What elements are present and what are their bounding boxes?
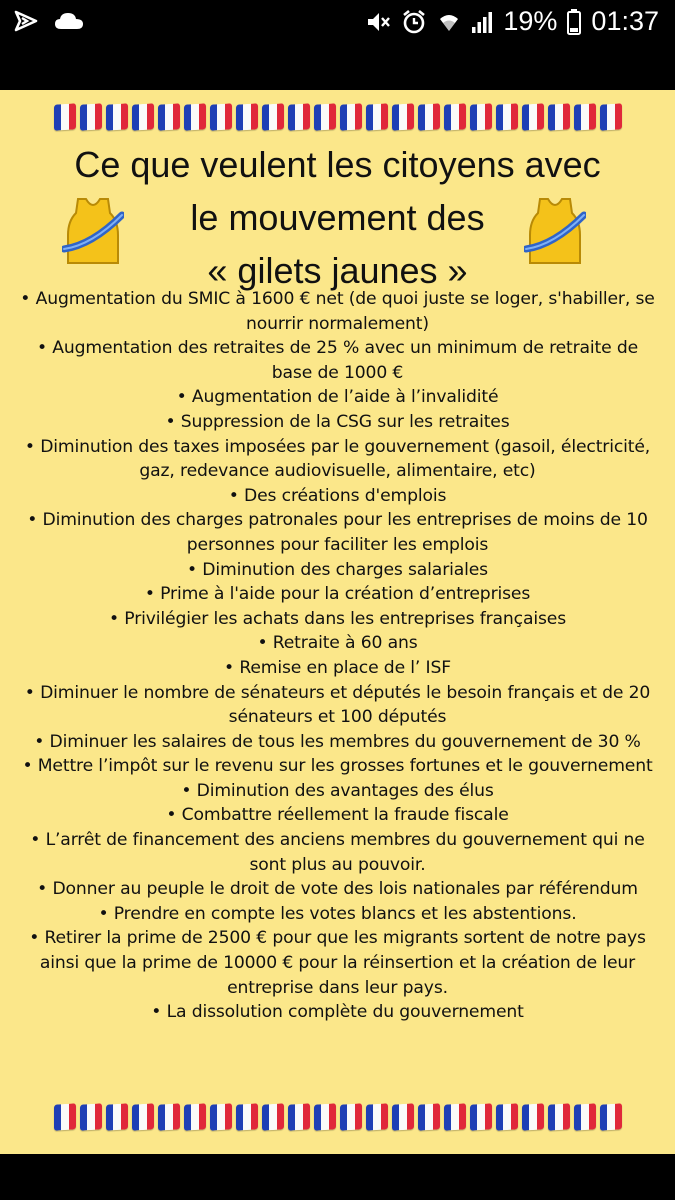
french-flag-icon [522, 1103, 544, 1131]
status-left-icons [14, 10, 84, 32]
french-flag-icon [236, 1103, 258, 1131]
demand-item: • Diminution des avantages des élus [181, 780, 494, 801]
french-flag-icon [600, 1103, 622, 1131]
french-flag-icon [262, 103, 284, 131]
french-flag-icon [548, 103, 570, 131]
french-flag-icon [288, 103, 310, 131]
french-flag-icon [340, 1103, 362, 1131]
french-flag-icon [314, 103, 336, 131]
french-flag-icon [106, 1103, 128, 1131]
french-flag-icon [340, 103, 362, 131]
demand-item: • Donner au peuple le droit de vote des lois nationales par référendum [37, 879, 638, 900]
cloud-icon [54, 11, 84, 31]
running-shirt-icon [524, 195, 586, 267]
clock-time: 01:37 [591, 6, 659, 36]
flag-row-bottom [0, 1104, 675, 1130]
french-flag-icon [158, 103, 180, 131]
mute-icon [365, 10, 391, 34]
french-flag-icon [236, 103, 258, 131]
demand-item: • Privilégier les achats dans les entreprises françaises [109, 608, 566, 629]
demand-item: • Diminuer le nombre de sénateurs et députés le besoin français et de 20 sénateurs et 100 députés [24, 682, 651, 728]
status-right-icons [365, 6, 659, 37]
direct-message-icon [14, 10, 38, 32]
french-flag-icon [470, 103, 492, 131]
french-flag-icon [522, 103, 544, 131]
french-flag-icon [288, 1103, 310, 1131]
french-flag-icon [54, 103, 76, 131]
navigation-bar [0, 1154, 675, 1200]
demand-item: • Prime à l'aide pour la création d’entreprises [144, 584, 531, 605]
french-flag-icon [106, 103, 128, 131]
signal-icon [471, 10, 493, 34]
demand-item: • La dissolution complète du gouvernement [151, 1002, 524, 1023]
french-flag-icon [600, 103, 622, 131]
french-flag-icon [262, 1103, 284, 1131]
french-flag-icon [80, 103, 102, 131]
status-bar [0, 0, 675, 46]
demand-item: • Combattre réellement la fraude fiscale [166, 805, 509, 826]
french-flag-icon [392, 1103, 414, 1131]
french-flag-icon [444, 103, 466, 131]
french-flag-icon [184, 1103, 206, 1131]
demand-item: • Retraite à 60 ans [257, 633, 418, 654]
demand-item: • Diminution des charges patronales pour les entreprises de moins de 10 personnes pour faciliter les emplois [27, 510, 648, 555]
title-line: Ce que veulent les citoyens avec [74, 144, 601, 185]
french-flag-icon [158, 1103, 180, 1131]
french-flag-icon [392, 103, 414, 131]
french-flag-icon [366, 1103, 388, 1131]
french-flag-icon [574, 103, 596, 131]
demand-item: • Retirer la prime de 2500 € pour que les migrants sortent de notre pays ainsi que la prime de 10000 € pour la réinsertion et la création de leur entreprise dans leur pays. [29, 928, 646, 998]
french-flag-icon [80, 1103, 102, 1131]
demand-item: • Diminution des charges salariales [187, 559, 488, 580]
wifi-icon [437, 10, 461, 34]
demand-item: • Augmentation du SMIC à 1600 € net (de quoi juste se loger, s'habiller, se nourrir normalement) [20, 289, 655, 334]
running-shirt-icon [62, 195, 124, 267]
battery-percent: 19% [503, 6, 558, 36]
french-flag-icon [210, 103, 232, 131]
demands-list [18, 287, 657, 1025]
flag-row-top [0, 104, 675, 130]
demand-item: • Diminuer les salaires de tous les membres du gouvernement de 30 % [34, 731, 641, 752]
french-flag-icon [418, 103, 440, 131]
french-flag-icon [210, 1103, 232, 1131]
demand-item: • Mettre l’impôt sur le revenu sur les grosses fortunes et le gouvernement [22, 756, 653, 777]
french-flag-icon [418, 1103, 440, 1131]
title-line: « gilets jaunes » [207, 250, 468, 291]
demand-item: • L’arrêt de financement des anciens membres du gouvernement qui ne sont plus au pouvoir. [30, 830, 645, 875]
french-flag-icon [470, 1103, 492, 1131]
demand-item: • Prendre en compte les votes blancs et les abstentions. [98, 903, 577, 924]
french-flag-icon [184, 103, 206, 131]
demand-item: • Des créations d'emplois [228, 485, 447, 506]
french-flag-icon [132, 103, 154, 131]
french-flag-icon [574, 1103, 596, 1131]
demand-item: • Suppression de la CSG sur les retraites [165, 411, 510, 432]
title-line: le mouvement des [190, 197, 485, 238]
french-flag-icon [132, 1103, 154, 1131]
battery-icon [567, 9, 581, 35]
french-flag-icon [54, 1103, 76, 1131]
demand-item: • Augmentation de l’aide à l’invalidité [176, 387, 499, 408]
french-flag-icon [496, 1103, 518, 1131]
french-flag-icon [496, 103, 518, 131]
demand-item: • Remise en place de l’ ISF [224, 657, 451, 678]
alarm-icon [401, 9, 427, 35]
french-flag-icon [366, 103, 388, 131]
gilets-jaunes-poster [0, 90, 675, 1154]
demand-item: • Augmentation des retraites de 25 % avec un minimum de retraite de base de 1000 € [36, 338, 639, 383]
french-flag-icon [444, 1103, 466, 1131]
french-flag-icon [314, 1103, 336, 1131]
demand-item: • Diminution des taxes imposées par le gouvernement (gasoil, électricité, gaz, redevance audiovisuelle, alimentaire, etc) [24, 436, 651, 482]
french-flag-icon [548, 1103, 570, 1131]
